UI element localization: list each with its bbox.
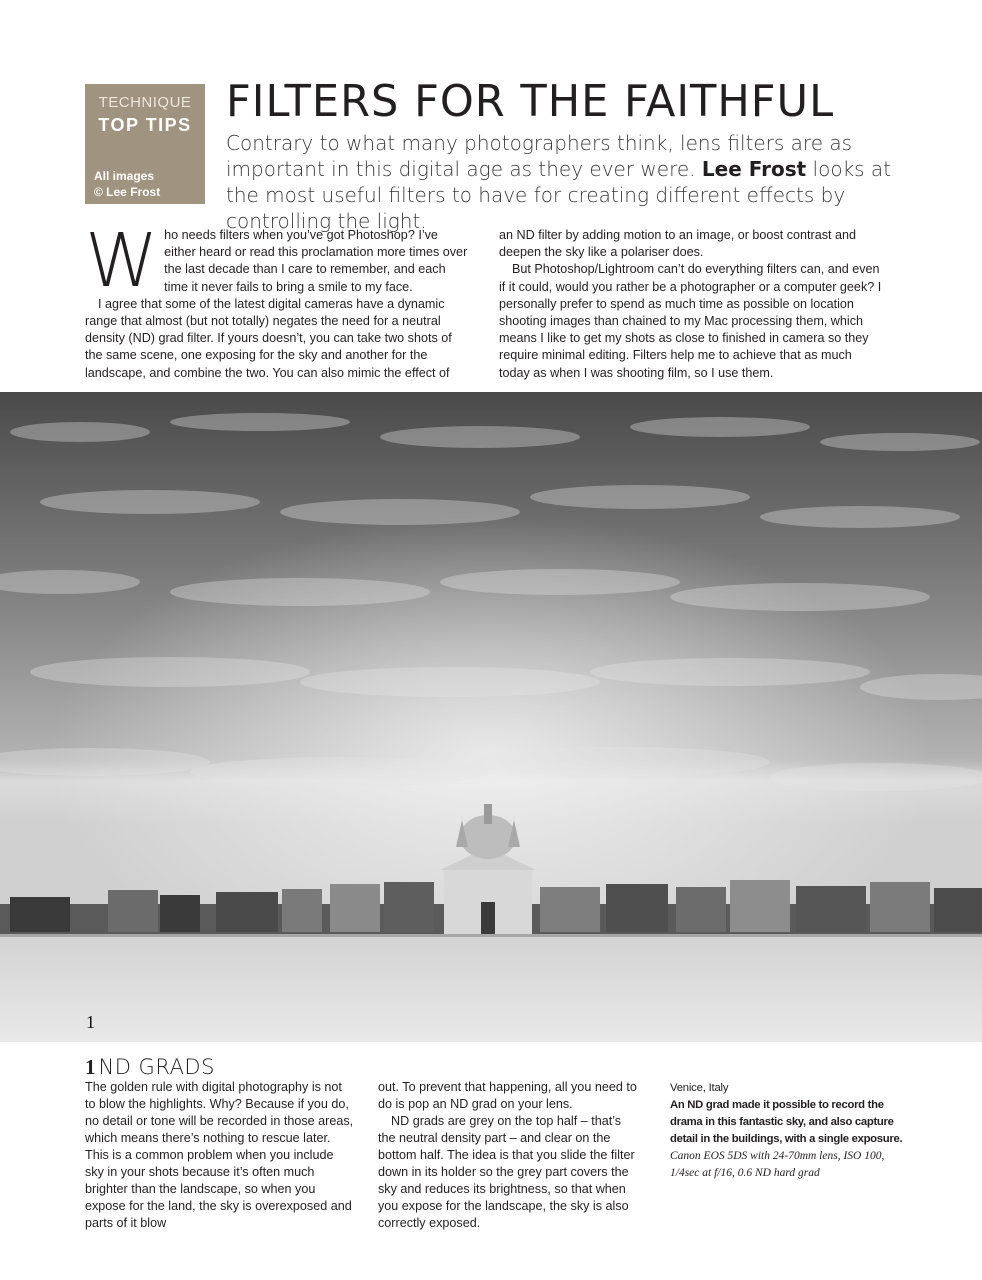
venice-photo [0, 392, 982, 1042]
section-column-2 [378, 1079, 640, 1232]
credit-line-1: All images [94, 169, 155, 183]
intro-paragraph-1-text: ho needs filters when you’ve got Photoshop? I’ve either heard or read this proclamation more times over the last decade than I care to remember, and each time it never fails to bring a smile to my face. [164, 228, 468, 294]
standfirst [226, 130, 906, 234]
section-number: 1 [85, 1055, 96, 1079]
technique-tag [85, 84, 205, 204]
section-paragraph-3: ND grads are grey on the top half – that’s the neutral density part – and clear on the bottom half. The idea is that you slide the filter down in its holder so the grey part covers the sky and reduces its brightness, so that when you expose for the landscape, the sky is also correctly exposed. [378, 1114, 635, 1230]
intro-paragraph-2: I agree that some of the latest digital cameras have a dynamic range that almost (but not totally) negates the need for a neutral density (ND) grad filter. If yours doesn’t, you can take two shots of the same scene, one exposing for the sky and another for the landscape, and combine the two. You can also mimic the effect of [85, 296, 452, 380]
image-credit [94, 168, 160, 200]
tag-technique-label: TECHNIQUE [98, 94, 192, 111]
intro-paragraph-3: an ND filter by adding motion to an image, or boost contrast and deepen the sky like a polariser does. [499, 228, 857, 260]
intro-paragraph-4: But Photoshop/Lightroom can’t do everything filters can, and even if it could, would you rather be a photographer or a computer geek? I personally prefer to spend as much time as possible on location shooting images than chained to my Mac processing them, which means I like to get my shots as close to finished in camera so they require minimal editing. Filters help me to achieve that as much today as when I was shooting film, so I use them. [499, 262, 882, 380]
photo-caption [670, 1080, 910, 1182]
intro-column-left [85, 218, 469, 382]
article-headline: FILTERS FOR THE FAITHFUL [226, 76, 835, 127]
standfirst-text-2: looks at the most useful filters to have for creating different effects by controlling the light. [226, 157, 892, 233]
photo-number: 1 [86, 1012, 95, 1032]
section-paragraph-1: The golden rule with digital photography is not to blow the highlights. Why? Because if you do, no detail or tone will be recorded in those areas, which means there’s nothing to rescue later. This is a common problem when you include sky in your shots because it’s often much brighter than the landscape, so when you expose for the land, the sky is overexposed and parts of it blow [85, 1080, 354, 1230]
caption-description: An ND grad made it possible to record the drama in this fantastic sky, and also capture detail in the buildings, with a single exposure. [670, 1099, 903, 1145]
section-column-1 [85, 1079, 355, 1232]
drop-cap: W [85, 218, 159, 304]
section-title-text: ND GRADS [98, 1055, 215, 1079]
section-title [85, 1055, 215, 1080]
intro-column-right [499, 227, 885, 382]
author-name: Lee Frost [701, 157, 807, 181]
section-paragraph-2: out. To prevent that happening, all you need to do is pop an ND grad on your lens. [378, 1080, 637, 1111]
caption-place: Venice, Italy [670, 1082, 729, 1094]
credit-line-2: © Lee Frost [94, 185, 161, 199]
tag-top-tips-label: TOP TIPS [98, 115, 192, 135]
caption-technical: Canon EOS 5DS with 24-70mm lens, ISO 100, 1/4sec at f/16, 0.6 ND hard grad [670, 1150, 885, 1179]
water [0, 934, 982, 1042]
standfirst-text-1: Contrary to what many photographers think, lens filters are as important in this digital age as they ever were. [226, 131, 853, 181]
intro-paragraph-1 [85, 218, 469, 304]
